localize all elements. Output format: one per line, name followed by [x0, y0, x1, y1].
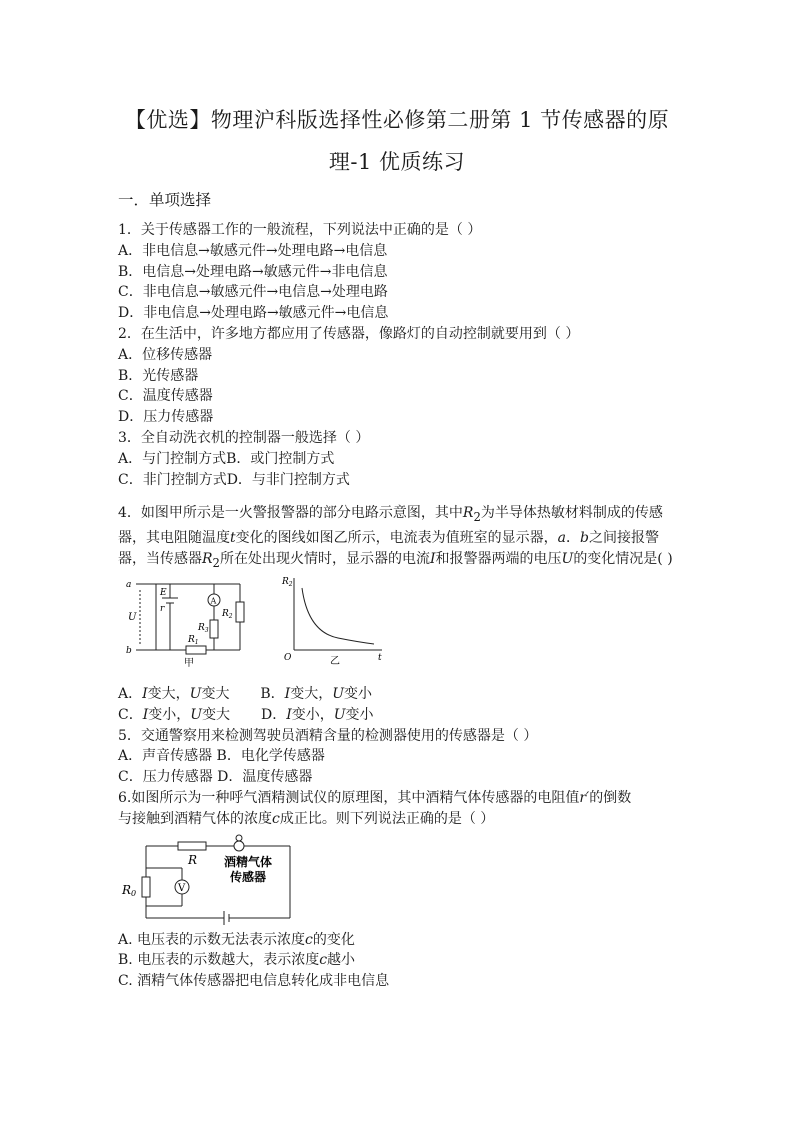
q2-option-b: B．光传感器 [118, 367, 199, 384]
resistor-R0-label: R0 [122, 882, 137, 898]
label-U: U [128, 611, 137, 623]
q4-options-ab: A．I变大，U变大 B．I变大，U变小 [118, 685, 373, 702]
q3-option-cd: C．非门控制方式D．与非门控制方式 [118, 471, 350, 488]
graph-ylabel: $R_2$ [282, 576, 293, 588]
q3-stem: 3．全自动洗衣机的控制器一般选择（ ） [118, 429, 370, 446]
q2-option-a: A．位移传感器 [118, 346, 213, 363]
label-R3: $R_3$ [198, 622, 209, 634]
q4-options-cd: C．I变小，U变大 D．I变小，U变小 [118, 706, 374, 723]
q1-option-d: D．非电信息→处理电路→敏感元件→电信息 [118, 305, 389, 322]
sensor-label-line1: 酒精气体 [224, 854, 273, 869]
q4-stem: 4．如图甲所示是一火警报警器的部分电路示意图，其中$R_2$为半导体热敏材料制成的传感器，其电阻随温度t变化的图线如图乙所示，电流表为值班室的显示器，a．b之间接报警器，当传感器$R_2$所在处出现火情时，显示器的电流I和报警器两端的电压U的变化情况是( ) [118, 505, 673, 570]
q6-option-b: B. 电压表的示数越大，表示浓度c越小 [118, 952, 356, 969]
question-list [118, 220, 688, 992]
q6-option-a: A. 电压表的示数无法表示浓度c的变化 [118, 931, 355, 948]
q1-option-c: C．非电信息→敏感元件→电信息→处理电路 [118, 284, 388, 301]
q2-option-c: C．温度传感器 [118, 388, 213, 405]
label-a: a [126, 579, 132, 590]
label-R2: $R_2$ [222, 608, 233, 620]
q6-stem-line1: 6.如图所示为一种呼气酒精测试仪的原理图，其中酒精气体传感器的电阻值r′的倒数 [118, 789, 632, 806]
q6-stem-line2: 与接触到酒精气体的浓度c成正比。则下列说法正确的是（ ） [118, 810, 495, 827]
q5-option-ab: A．声音传感器 B．电化学传感器 [118, 748, 325, 765]
title-line-2: 理-1 优质练习 [328, 150, 466, 174]
q6-figure [118, 830, 688, 930]
caption-jia: 甲 [184, 657, 194, 669]
alcohol-tester-circuit [118, 832, 308, 928]
section-heading: 一．单项选择 [118, 191, 212, 209]
label-R1: $R_1$ [188, 634, 199, 646]
title-line-1: 【优选】物理沪科版选择性必修第二册第 1 节传感器的原 [124, 108, 670, 132]
graph-yi [278, 574, 388, 666]
voltmeter-label: V [178, 882, 186, 894]
q2-option-d: D．压力传感器 [118, 409, 214, 426]
label-r: r [160, 603, 165, 614]
q1-option-b: B．电信息→处理电路→敏感元件→非电信息 [118, 263, 388, 280]
q6-option-c: C. 酒精气体传感器把电信息转化成非电信息 [118, 973, 390, 990]
q1-stem: 1．关于传感器工作的一般流程，下列说法中正确的是（ ） [118, 222, 482, 238]
q5-stem: 5．交通警察用来检测驾驶员酒精含量的检测器使用的传感器是（ ） [118, 727, 538, 744]
q1-option-a: A．非电信息→敏感元件→处理电路→电信息 [118, 242, 388, 259]
label-E: E [160, 587, 167, 598]
graph-xlabel: t [378, 652, 382, 663]
resistor-R-label: R [188, 852, 198, 867]
q3-option-ab: A．与门控制方式B．或门控制方式 [118, 450, 335, 467]
q5-option-cd: C．压力传感器 D．温度传感器 [118, 769, 313, 786]
caption-yi: 乙 [330, 655, 340, 666]
label-b: b [126, 645, 132, 656]
graph-origin: O [284, 652, 292, 663]
circuit-diagram-jia [122, 578, 262, 670]
q4-figures [118, 574, 688, 684]
ammeter-label: A [210, 596, 217, 606]
sensor-label-line2: 传感器 [230, 869, 267, 884]
q2-stem: 2．在生活中，许多地方都应用了传感器，像路灯的自动控制就要用到（ ） [118, 325, 580, 342]
